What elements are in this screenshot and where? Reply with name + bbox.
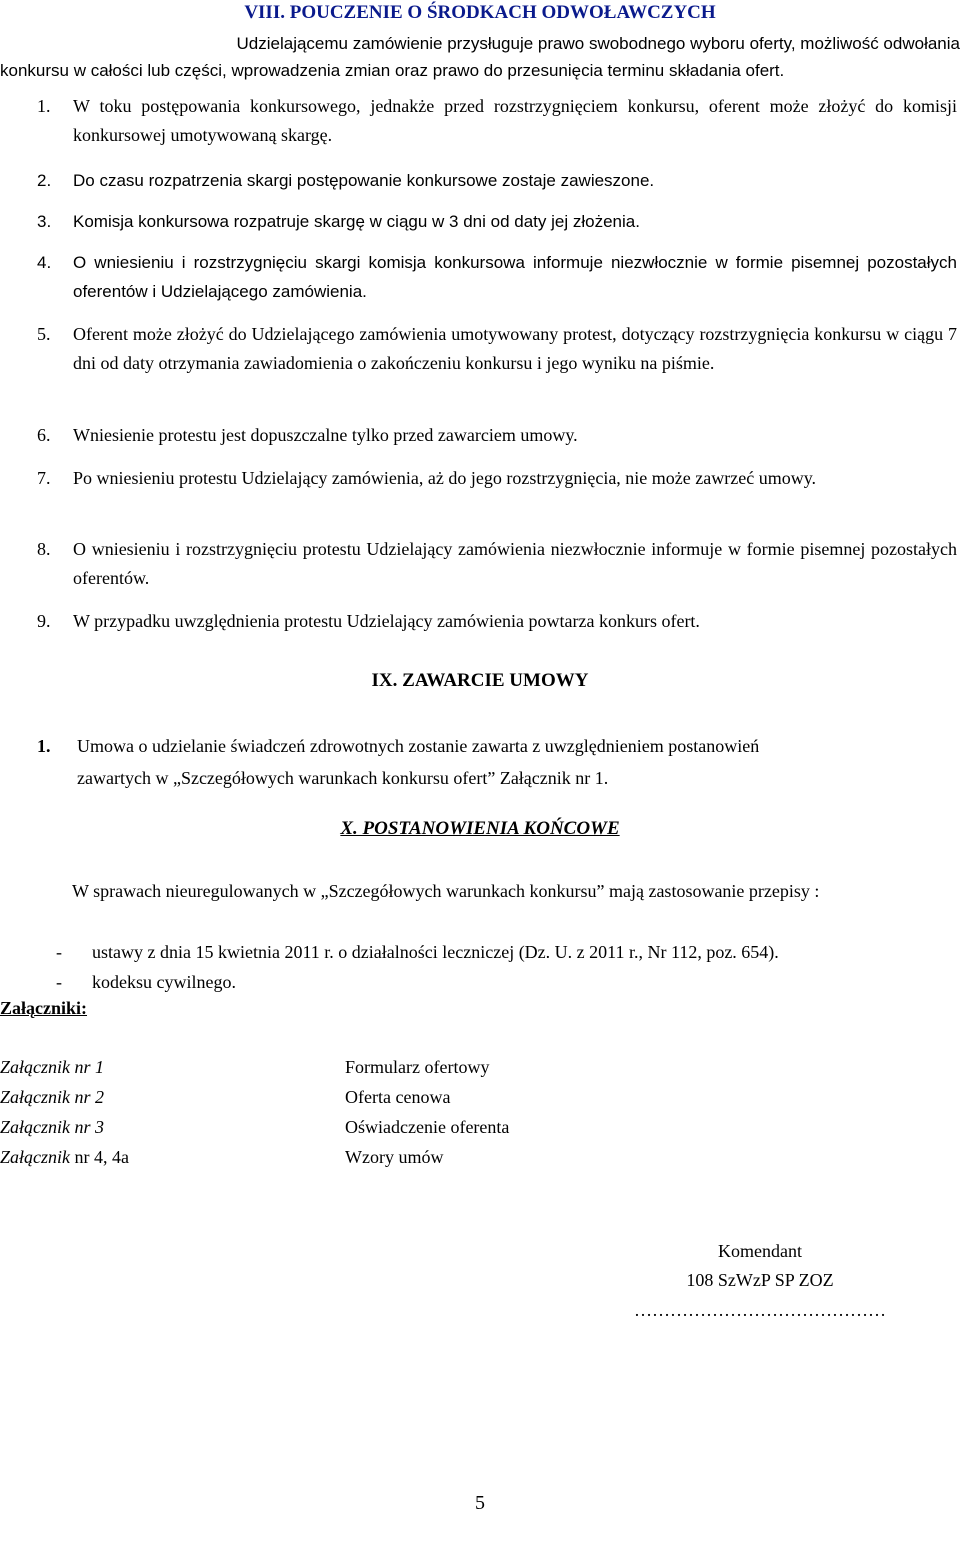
item-number: 1. — [37, 96, 51, 116]
section-10-intro — [0, 876, 960, 906]
signature-line: …………………………………… — [634, 1300, 886, 1320]
item-text: O wniesieniu i rozstrzygnięciu protestu Udzielający zamówienia niezwłocznie informuje w formie pisemnej pozostałych oferentów. — [73, 539, 957, 588]
item-number: 4. — [37, 253, 52, 272]
intro-line-2: konkursu w całości lub części, wprowadzenia zmian oraz prawo do przesunięcia terminu składania ofert. — [0, 61, 785, 80]
signature-role: Komendant — [718, 1241, 802, 1261]
attachment-row-3 — [0, 1117, 600, 1147]
signature-unit: 108 SzWzP SP ZOZ — [686, 1270, 834, 1290]
list-item-9 — [37, 607, 957, 636]
section-8-intro — [0, 30, 960, 84]
section-9-title: IX. ZAWARCIE UMOWY — [371, 670, 589, 691]
page-number: 5 — [475, 1492, 485, 1514]
item-text: O wniesieniu i rozstrzygnięciu skargi komisja konkursowa informuje niezwłocznie w formie pisemnej pozostałych oferentów i Udzielającego zamówienia. — [73, 253, 957, 301]
item-text: Po wniesieniu protestu Udzielający zamówienia, aż do jego rozstrzygnięcia, nie może zawrzeć umowy. — [73, 468, 817, 488]
item-number: 3. — [37, 212, 52, 231]
bullet-item-2 — [56, 967, 236, 997]
attachment-description: Oświadczenie oferenta — [345, 1117, 510, 1137]
list-item-8 — [37, 535, 957, 593]
item-number: 2. — [37, 171, 52, 190]
item-number: 6. — [37, 425, 51, 445]
item-number: 5. — [37, 324, 51, 344]
attachment-description: Wzory umów — [345, 1147, 444, 1167]
item-text: Do czasu rozpatrzenia skargi postępowanie konkursowe zostaje zawieszone. — [73, 171, 655, 190]
item-number: 8. — [37, 539, 51, 559]
attachment-description: Formularz ofertowy — [345, 1057, 490, 1077]
list-item-5 — [37, 320, 957, 378]
section-8-number: VIII. — [244, 2, 285, 23]
item-text: W toku postępowania konkursowego, jednakże przed rozstrzygnięciem konkursu, oferent może złożyć do komisji konkursowej umotywowaną skargę. — [73, 96, 957, 145]
list-item-3 — [37, 207, 957, 236]
section-10-title: X. POSTANOWIENIA KOŃCOWE — [340, 818, 620, 839]
bullet-item-1 — [56, 937, 779, 967]
attachment-label: Załącznik nr 1 — [0, 1057, 105, 1077]
attachment-label: Załącznik nr 4, 4a — [0, 1147, 129, 1167]
item-text-line-1: Umowa o udzielanie świadczeń zdrowotnych zostanie zawarta z uwzględnieniem postanowień — [77, 736, 760, 756]
attachment-label: Załącznik nr 2 — [0, 1087, 105, 1107]
item-number: 9. — [37, 611, 51, 631]
attachment-label: Załącznik nr 3 — [0, 1117, 105, 1137]
attachment-row-1 — [0, 1057, 600, 1087]
attachment-row-4 — [0, 1147, 600, 1177]
attachments-heading: Załączniki: — [0, 998, 88, 1018]
section-9-item-1 — [37, 730, 960, 794]
bullet-text: ustawy z dnia 15 kwietnia 2011 r. o działalności leczniczej (Dz. U. z 2011 r., Nr 112, poz. 654). — [92, 942, 779, 962]
item-number: 7. — [37, 468, 51, 488]
attachment-row-2 — [0, 1087, 600, 1117]
bullet-text: kodeksu cywilnego. — [92, 972, 236, 992]
item-text: Wniesienie protestu jest dopuszczalne tylko przed zawarciem umowy. — [73, 425, 578, 445]
list-item-1 — [37, 92, 957, 150]
intro-line-1: Udzielającemu zamówienie przysługuje prawo swobodnego wyboru oferty, możliwość odwołania — [236, 34, 960, 53]
section-10-intro-text: W sprawach nieuregulowanych w „Szczegółowych warunkach konkursu” mają zastosowanie przepisy : — [72, 881, 820, 901]
bullet-dash: - — [56, 942, 62, 962]
bullet-dash: - — [56, 972, 62, 992]
item-text-line-2: zawartych w „Szczegółowych warunkach konkursu ofert” Załącznik nr 1. — [77, 768, 609, 788]
section-8-heading: POUCZENIE O ŚRODKACH ODWOŁAWCZYCH — [289, 2, 716, 23]
attachment-description: Oferta cenowa — [345, 1087, 451, 1107]
list-item-7 — [37, 464, 957, 493]
item-text: Oferent może złożyć do Udzielającego zamówienia umotywowany protest, dotyczący rozstrzygnięcia konkursu w ciągu 7 dni od daty otrzymania zawiadomienia o zakończeniu konkursu i jego wyniku na piśmie. — [73, 324, 957, 373]
item-text: Komisja konkursowa rozpatruje skargę w ciągu w 3 dni od daty jej złożenia. — [73, 212, 640, 231]
list-item-6 — [37, 421, 957, 450]
list-item-4 — [37, 248, 957, 306]
section-8-title — [0, 2, 960, 24]
item-number: 1. — [37, 736, 51, 756]
item-text: W przypadku uwzględnienia protestu Udzielający zamówienia powtarza konkurs ofert. — [73, 611, 700, 631]
list-item-2 — [37, 166, 957, 195]
